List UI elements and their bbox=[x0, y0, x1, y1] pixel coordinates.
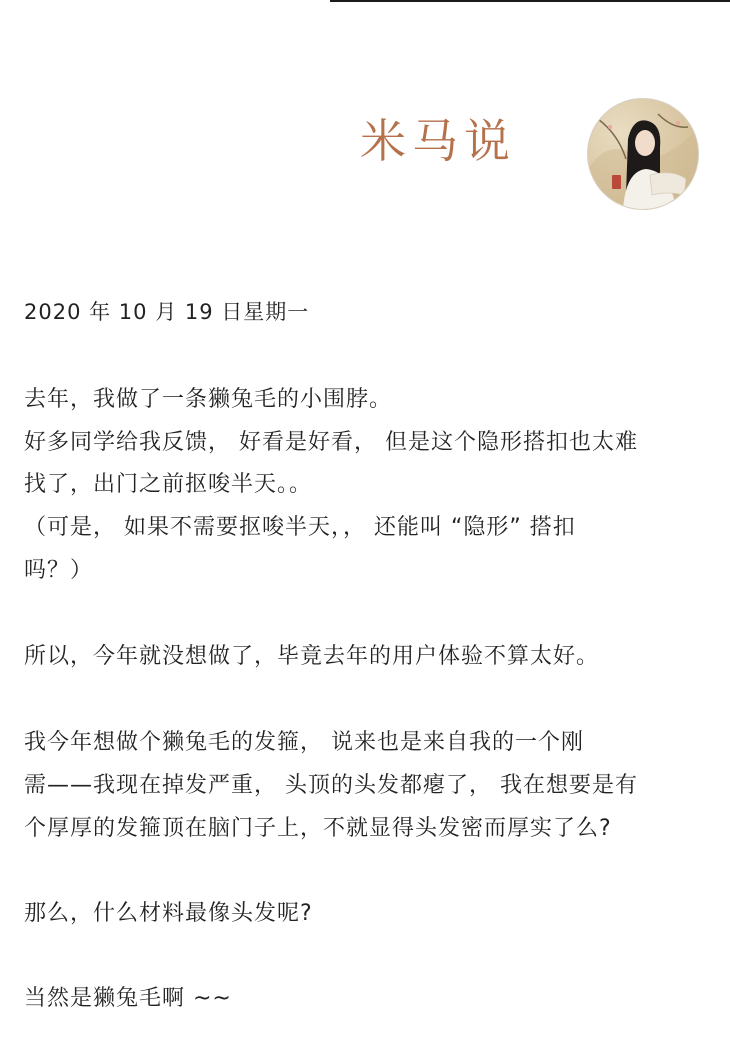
page-title: 米马说 bbox=[360, 114, 516, 168]
paragraph-line: 那么，什么材料最像头发呢? bbox=[24, 901, 313, 926]
paragraph-line: 当然是獭兔毛啊 ~~ bbox=[24, 986, 232, 1011]
paragraph-line: 好多同学给我反馈， 好看是好看， 但是这个隐形搭扣也太难 bbox=[24, 430, 638, 455]
paragraph-line: 我今年想做个獭兔毛的发箍， 说来也是来自我的一个刚 bbox=[24, 730, 584, 755]
paragraph-line: 找了，出门之前抠唆半天。。 bbox=[24, 472, 313, 497]
paragraph-line: 个厚厚的发箍顶在脑门子上，不就显得头发密而厚实了么? bbox=[24, 816, 612, 841]
paragraph-line: 所以，今年就没想做了，毕竟去年的用户体验不算太好。 bbox=[24, 644, 600, 669]
paragraph-line: 需——我现在掉发严重， 头顶的头发都瘪了， 我在想要是有 bbox=[24, 773, 638, 798]
top-divider bbox=[330, 0, 730, 2]
date-line: 2020 年 10 月 19 日星期一 bbox=[24, 300, 310, 324]
paragraph-line: （可是， 如果不需要抠唆半天，， 还能叫 “隐形” 搭扣 bbox=[24, 515, 576, 540]
paragraph-line: 去年，我做了一条獭兔毛的小围脖。 bbox=[24, 387, 393, 412]
author-portrait-icon bbox=[587, 98, 699, 210]
paragraph-line: 吗？） bbox=[24, 558, 94, 583]
